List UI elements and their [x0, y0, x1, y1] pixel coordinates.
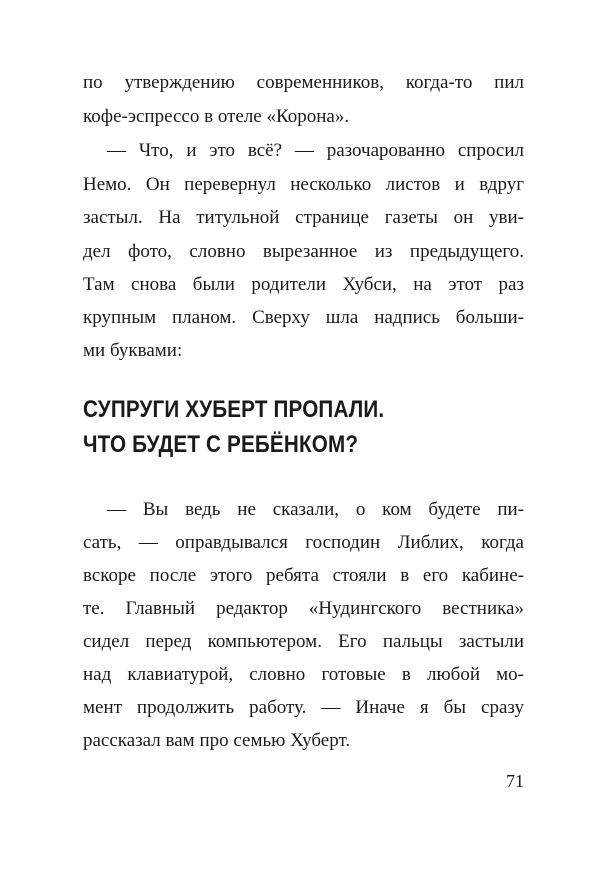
newspaper-headline: СУПРУГИ ХУБЕРТ ПРОПАЛИ.: [83, 396, 385, 423]
newspaper-headline: ЧТО БУДЕТ С РЕБЁНКОМ?: [83, 431, 359, 458]
text-line: Там снова были родители Хубси, на этот раз: [83, 274, 524, 295]
text-line: по утверждению современников, когда-то пил: [83, 72, 524, 93]
text-line: застыл. На титульной странице газеты он уви-: [83, 207, 524, 228]
text-line: вскоре после этого ребята стояли в его кабине-: [83, 565, 524, 586]
text-line: сидел перед компьютером. Его пальцы застыли: [83, 631, 524, 652]
text-line: — Вы ведь не сказали, о ком будете пи-: [107, 499, 524, 520]
page-number: 71: [506, 771, 524, 791]
text-line: сать, — оправдывался господин Либлих, когда: [83, 532, 524, 553]
text-line: дел фото, словно вырезанное из предыдущего.: [83, 241, 524, 262]
text-line: ми буквами:: [83, 340, 183, 361]
text-line: те. Главный редактор «Нудингского вестника»: [83, 598, 524, 619]
text-line: над клавиатурой, словно готовые в любой мо-: [83, 664, 524, 685]
text-line: Немо. Он перевернул несколько листов и вдруг: [83, 174, 524, 195]
text-line: — Что, и это всё? — разочарованно спросил: [107, 140, 524, 161]
text-line: рассказал вам про семью Хуберт.: [83, 730, 351, 751]
text-line: мент продолжить работу. — Иначе я бы сразу: [83, 697, 524, 718]
text-line: крупным планом. Сверху шла надпись больши-: [83, 307, 524, 328]
text-line: кофе-эспрессо в отеле «Корона».: [83, 106, 350, 127]
